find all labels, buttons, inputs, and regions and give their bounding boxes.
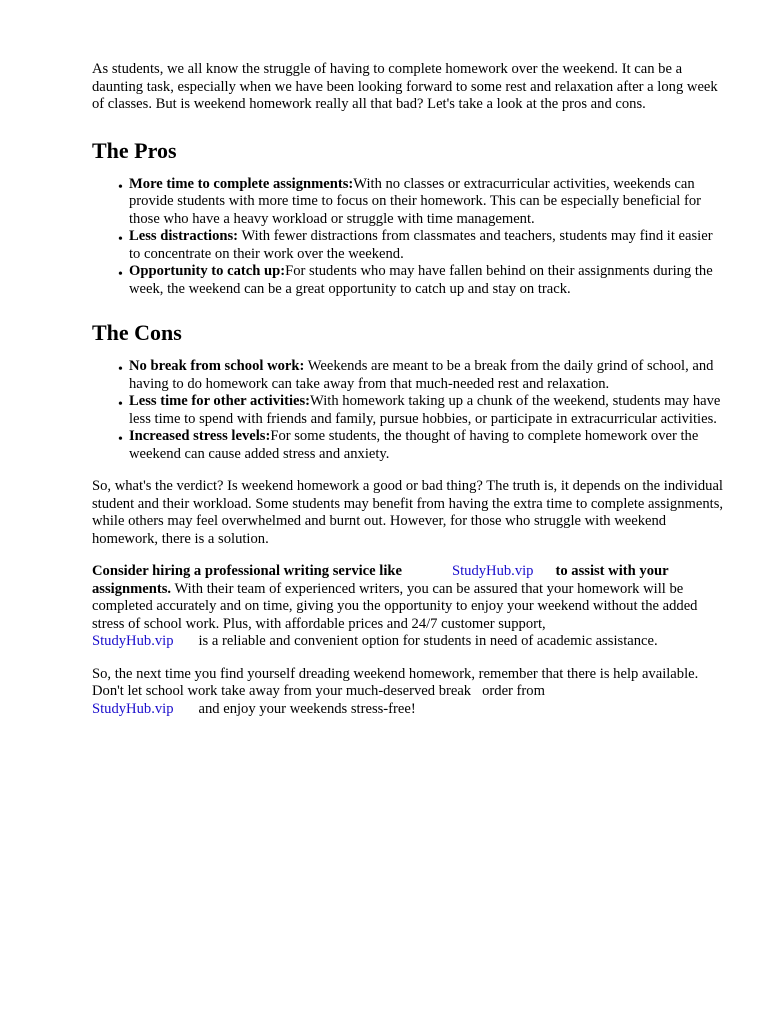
list-item <box>118 428 724 463</box>
list-item <box>118 393 724 428</box>
pros-heading: The Pros <box>92 137 177 163</box>
item-text: For some students, the thought of having to complete homework over the weekend can cause added stress and anxiety. <box>129 428 699 462</box>
bullet-icon: • <box>118 232 123 247</box>
consider-body: With their team of experienced writers, you can be assured that your homework will be completed accurately and on time, giving you the opportunity to enjoy your weekend without the added stress of school work. Plus, with affordable prices and 24/7 customer support, <box>92 580 698 632</box>
document-page <box>92 61 724 718</box>
bullet-icon: • <box>118 362 123 377</box>
intro-paragraph: As students, we all know the struggle of having to complete homework over the weekend. It can be a daunting task, especially when we have been looking forward to some rest and relaxation after a long week of classes. But is weekend homework really all that bad? Let's take a look at the pros and cons. <box>92 61 718 112</box>
bullet-icon: • <box>118 179 123 195</box>
item-text: With homework taking up a chunk of the weekend, students may have less time to spend with friends and family, pursue hobbies, or participate in extracurricular activities. <box>129 393 721 427</box>
item-term: More time to complete assignments: <box>129 175 354 192</box>
pros-list <box>92 176 724 299</box>
cons-heading: The Cons <box>92 320 182 345</box>
item-term: Opportunity to catch up: <box>129 263 286 279</box>
verdict-paragraph: So, what's the verdict? Is weekend homework a good or bad thing? The truth is, it depends on the individual student and their workload. Some students may benefit from having the extra time to complete assignments, while others may feel overwhelmed and burnt out. However, for those who struggle with weekend homework, there is a solution. <box>92 478 724 547</box>
list-item <box>118 263 724 298</box>
cons-list <box>92 358 724 463</box>
item-text: For students who may have fallen behind on their assignments during the week, the weekend can be a great opportunity to catch up and stay on track. <box>129 263 713 297</box>
bullet-icon: • <box>118 432 123 447</box>
item-term: Less time for other activities: <box>129 393 311 409</box>
item-text: With fewer distractions from classmates and teachers, students may find it easier to concentrate on their work over the weekend. <box>129 228 713 262</box>
next-order: order from <box>482 683 545 699</box>
list-item <box>118 228 724 263</box>
consider-bold-lead: Consider hiring a professional writing service like <box>92 563 402 579</box>
studyhub-link-2[interactable]: StudyHub.vip <box>92 633 174 649</box>
list-item <box>118 175 724 229</box>
bullet-icon: • <box>118 267 123 282</box>
item-term: No break from school work: <box>129 358 305 374</box>
studyhub-link[interactable]: StudyHub.vip <box>451 563 534 579</box>
next-closing: and enjoy your weekends stress-free! <box>198 700 416 717</box>
item-text: Weekends are meant to be a break from the daily grind of school, and having to do homework can take away from that much-needed rest and relaxation. <box>129 358 714 392</box>
bullet-icon: • <box>118 397 123 412</box>
next-text: So, the next time you find yourself dreading weekend homework, remember that there is help available. Don't let school work take away from your much-deserved break <box>92 665 699 699</box>
consider-bold-tail: to assist with your assignments. <box>92 563 669 597</box>
item-text: With no classes or extracurricular activities, weekends can provide students with more time to focus on their homework. This can be especially beneficial for those who have a heavy workload or struggle with time management. <box>129 175 701 227</box>
consider-closing: is a reliable and convenient option for students in need of academic assistance. <box>198 633 658 649</box>
next-paragraph <box>92 666 724 719</box>
consider-paragraph <box>92 563 724 651</box>
item-term: Increased stress levels: <box>129 428 271 444</box>
item-term: Less distractions: <box>129 228 239 244</box>
studyhub-link-3[interactable]: StudyHub.vip <box>92 700 174 717</box>
list-item <box>118 358 724 393</box>
